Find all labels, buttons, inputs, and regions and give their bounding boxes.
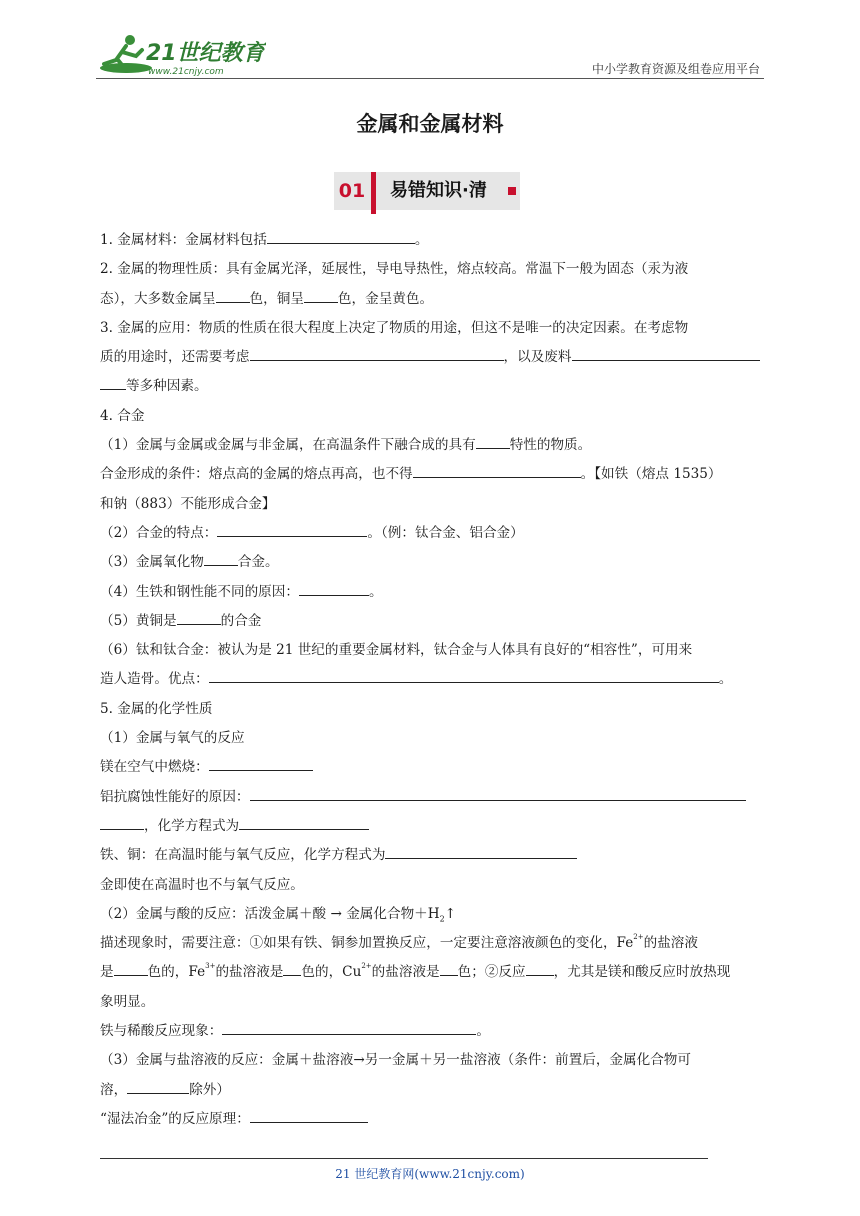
item-5-iron-acid: 铁与稀酸反应现象： 。 (100, 1017, 764, 1046)
item-5-wet-metallurgy: “湿法冶金”的反应原理： (100, 1105, 764, 1134)
item-5-2-note-1: 描述现象时，需要注意：①如果有铁、铜参加置换反应，一定要注意溶液颜色的变化，$Fe^{2+}$的盐溶液 (100, 933, 698, 952)
item-4-condition-cont: 和钠（883）不能形成合金】 (100, 495, 276, 512)
footer-text: 21 世纪教育网(www.21cnjy.com) (335, 1167, 525, 1181)
item-4-4: （4）生铁和钢性能不同的原因： 。 (100, 578, 764, 607)
item-2-line-2: 态），大多数金属呈 色，铜呈 色，金呈黄色。 (100, 285, 764, 314)
item-5-3-cont: 溶， 除外） (100, 1076, 764, 1105)
banner-square-icon (508, 187, 516, 195)
banner-number: 01 (338, 180, 366, 202)
item-3-line-3: 等多种因素。 (100, 372, 764, 401)
blank[interactable] (250, 786, 746, 801)
blank[interactable] (304, 288, 338, 303)
banner-accent-bar (371, 172, 376, 214)
item-4-heading: 4. 合金 (100, 407, 145, 424)
item-4-condition: 合金形成的条件：熔点高的金属的熔点再高，也不得 。【如铁（熔点 1535） (100, 460, 764, 489)
blank[interactable] (100, 815, 144, 830)
blank[interactable] (283, 961, 301, 976)
item-5-2-note-3: 象明显。 (100, 993, 155, 1010)
item-5-3: （3）金属与盐溶液的反应：金属＋盐溶液→另一金属＋另一盐溶液（条件：前置后，金属化合物可 (100, 1052, 691, 1069)
item-4-2: （2）合金的特点： 。（例：钛合金、铝合金） (100, 519, 764, 548)
platform-tagline: 中小学教育资源及组卷应用平台 (591, 62, 760, 76)
blank[interactable] (100, 375, 126, 390)
blank[interactable] (476, 434, 510, 449)
item-4-3: （3）金属氧化物 合金。 (100, 548, 764, 577)
page-title: 金属和金属材料 (356, 112, 504, 136)
item-5-1: （1）金属与氧气的反应 (100, 730, 245, 747)
blank[interactable] (222, 1020, 476, 1035)
blank[interactable] (440, 961, 458, 976)
item-5-iron-copper: 铁、铜：在高温时能与氧气反应，化学方程式为 (100, 841, 764, 870)
item-4-5: （5）黄铜是 的合金 (100, 607, 764, 636)
blank[interactable] (250, 1108, 368, 1123)
svg-text:www.21cnjy.com: www.21cnjy.com (148, 67, 224, 77)
arrow-icon: → (330, 905, 342, 922)
header-divider (96, 78, 764, 79)
item-5-aluminum-cont: ，化学方程式为 (100, 812, 764, 841)
item-4-1: （1）金属与金属或金属与非金属，在高温条件下融合成的具有 特性的物质。 (100, 431, 764, 460)
item-4-6: （6）钛和钛合金：被认为是 21 世纪的重要金属材料，钛合金与人体具有良好的“相容性”，可用来 (100, 642, 693, 659)
document-body (100, 226, 764, 1134)
blank[interactable] (385, 844, 577, 859)
item-2-line-1: 2. 金属的物理性质：具有金属光泽，延展性，导电导热性，熔点较高。常温下一般为固态（汞为液 (100, 261, 689, 278)
item-5-heading: 5. 金属的化学性质 (100, 700, 213, 717)
site-logo (96, 30, 266, 78)
item-5-2: （2）金属与酸的反应：活泼金属＋酸 → 金属化合物$+H_2↑$ (100, 905, 457, 924)
page-header (96, 30, 764, 82)
blank[interactable] (250, 346, 504, 361)
item-5-gold: 金即使在高温时也不与氧气反应。 (100, 876, 304, 893)
svg-text:21世纪教育: 21世纪教育 (146, 41, 265, 66)
blank[interactable] (572, 346, 760, 361)
blank[interactable] (239, 815, 369, 830)
item-5-magnesium: 镁在空气中燃烧： (100, 753, 764, 782)
blank[interactable] (299, 581, 369, 596)
banner-label: 易错知识·清 (390, 180, 487, 201)
blank[interactable] (127, 1079, 189, 1094)
blank[interactable] (217, 522, 367, 537)
blank[interactable] (413, 463, 581, 478)
up-arrow-icon: ↑ (444, 905, 457, 922)
blank[interactable] (204, 551, 238, 566)
item-3-line-2: 质的用途时，还需要考虑 ，以及废料 (100, 343, 764, 372)
blank[interactable] (209, 756, 313, 771)
item-3-line-1: 3. 金属的应用：物质的性质在很大程度上决定了物质的用途，但这不是唯一的决定因素。在考虑物 (100, 319, 689, 336)
item-4-6-cont: 造人造骨。优点： 。 (100, 665, 764, 694)
footer-divider (100, 1158, 708, 1159)
blank[interactable] (216, 288, 250, 303)
section-banner (334, 172, 522, 212)
item-1-line: 1. 金属材料：金属材料包括 。 (100, 226, 764, 255)
item-5-2-note-2: 是 色的，$Fe^{3+}$的盐溶液是 色的，$Cu^{2+}$的盐溶液是 色；②反应 ，尤其是镁和酸反应时放热现 (100, 962, 731, 981)
blank[interactable] (177, 610, 221, 625)
blank[interactable] (267, 229, 415, 244)
item-5-aluminum: 铝抗腐蚀性能好的原因： (100, 783, 764, 812)
blank[interactable] (114, 961, 148, 976)
blank[interactable] (526, 961, 554, 976)
blank[interactable] (209, 668, 719, 683)
